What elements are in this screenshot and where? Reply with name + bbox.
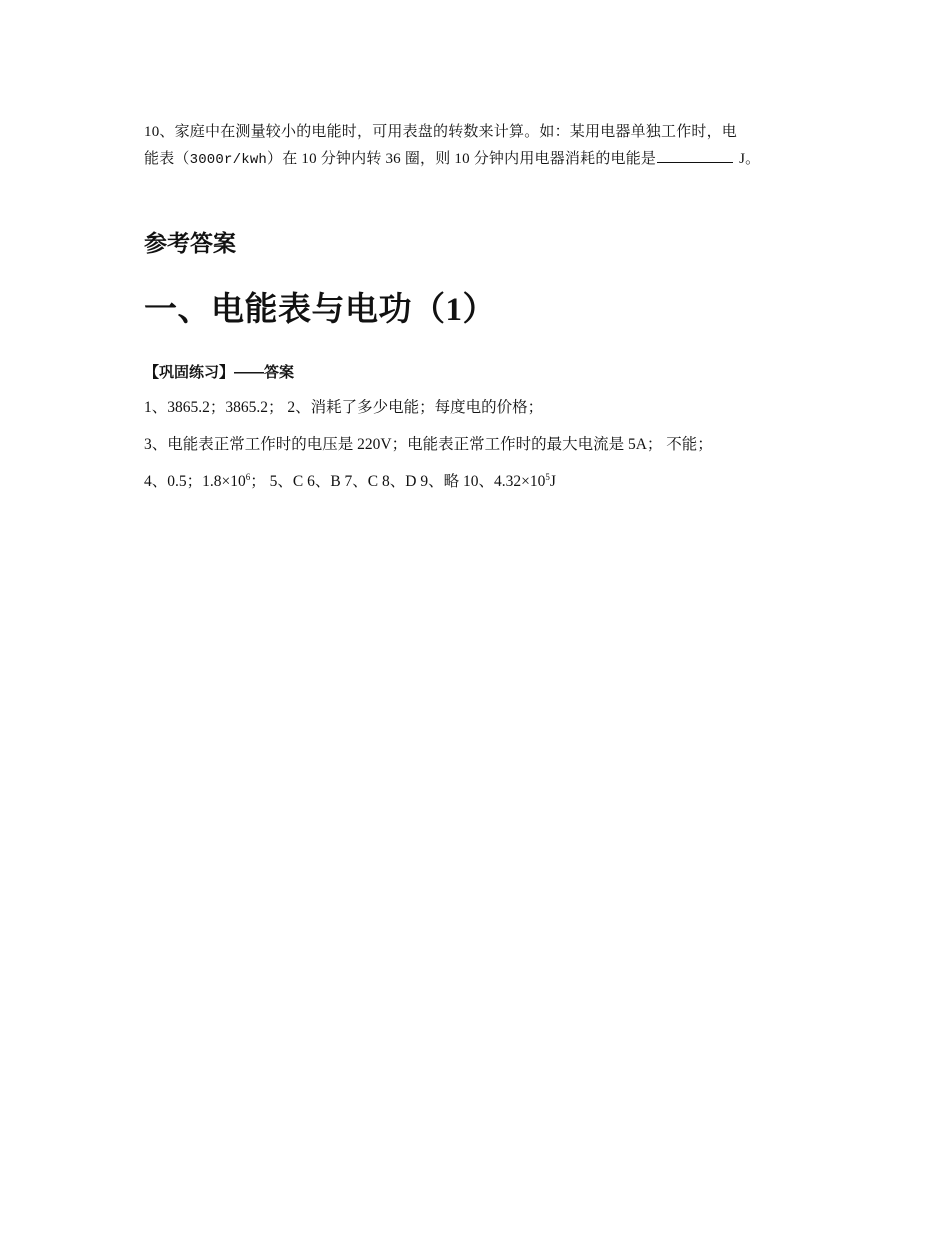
answer-text-c: J	[549, 473, 556, 490]
answer-line-2: 3、电能表正常工作时的电压是 220V；电能表正常工作时的最大电流是 5A； 不能；	[144, 436, 713, 453]
question-10	[144, 119, 808, 174]
exponent-a: 6	[245, 472, 251, 482]
question-line-1: 10、家庭中在测量较小的电能时，可用表盘的转数来计算。如：某用电器单独工作时，电	[144, 124, 738, 140]
question-text-a: 能表（	[144, 151, 190, 167]
exponent-b: 5	[545, 472, 550, 482]
question-unit: J。	[739, 151, 761, 167]
section-title: 一、电能表与电功（1）	[144, 292, 496, 328]
answer-line-1: 1、3865.2；3865.2； 2、消耗了多少电能；每度电的价格；	[144, 399, 544, 416]
answer-blank	[657, 148, 733, 163]
sub-heading: 【巩固练习】——答案	[144, 364, 295, 381]
answers-heading: 参考答案	[144, 230, 236, 256]
answer-text-a: 4、0.5；1.8×10	[144, 473, 246, 490]
question-text-b: ）在 10 分钟内转 36 圈，则 10 分钟内用电器消耗的电能是	[267, 151, 657, 167]
answer-line-3	[144, 471, 556, 493]
question-line-2	[144, 146, 808, 174]
meter-spec: 3000r/kwh	[189, 152, 268, 168]
answer-text-b: ； 5、C 6、B 7、C 8、D 9、略 10、4.32×10	[250, 473, 546, 490]
